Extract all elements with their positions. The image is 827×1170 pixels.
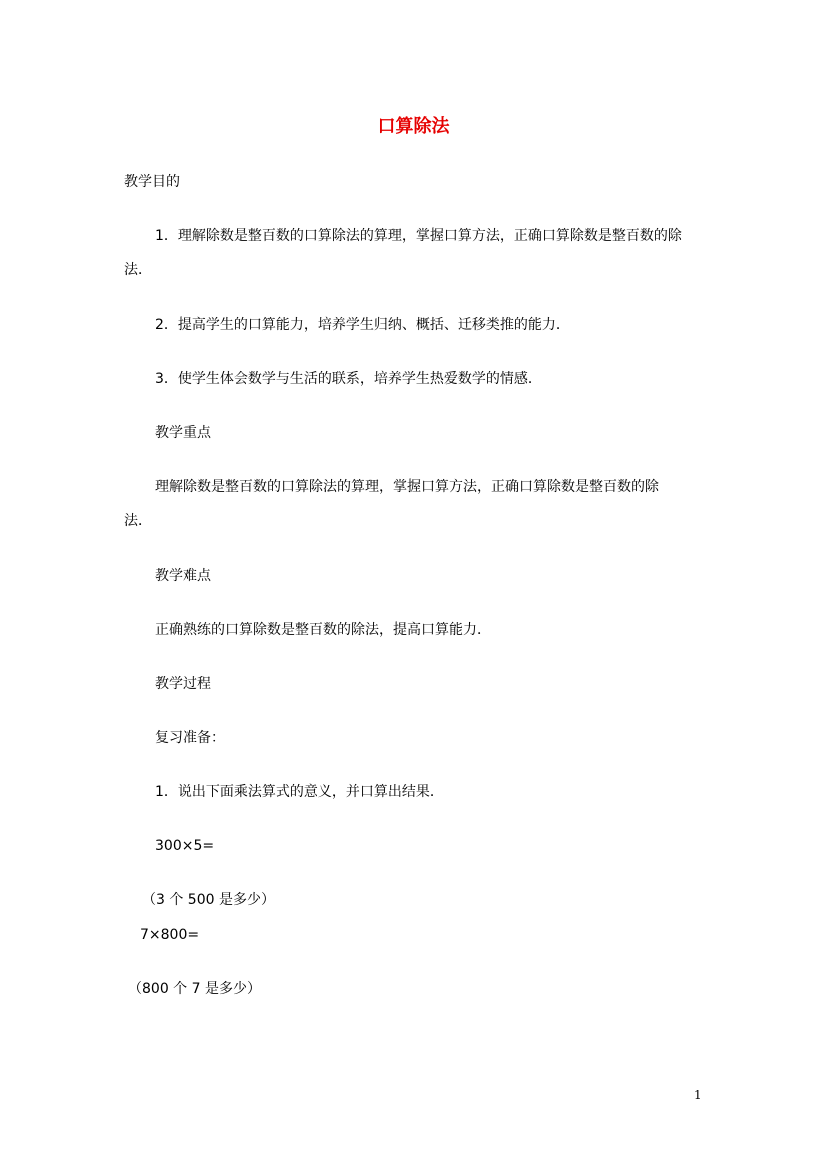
page-number: 1 xyxy=(694,1088,702,1102)
section-heading-difficulties: 教学难点 xyxy=(155,568,211,584)
section-heading-key-points: 教学重点 xyxy=(155,425,211,441)
document-title: 口算除法 xyxy=(377,116,450,137)
objective-2: 2．提高学生的口算能力，培养学生归纳、概括、迁移类推的能力． xyxy=(155,317,570,333)
section-heading-process: 教学过程 xyxy=(155,676,211,692)
expression-2-note: （800 个 7 是多少） xyxy=(128,981,261,997)
expression-1: 300×5= xyxy=(155,838,215,854)
section-heading-objectives: 教学目的 xyxy=(124,174,180,190)
difficulties-text: 正确熟练的口算除数是整百数的除法，提高口算能力． xyxy=(155,622,491,638)
key-points-line-1: 理解除数是整百数的口算除法的算理，掌握口算方法，正确口算除数是整百数的除 xyxy=(155,479,659,495)
expression-1-note: （3 个 500 是多少） xyxy=(142,892,275,908)
objective-1-line-2: 法． xyxy=(124,262,152,278)
review-item-1: 1．说出下面乘法算式的意义，并口算出结果． xyxy=(155,784,444,800)
review-heading: 复习准备： xyxy=(155,730,225,746)
objective-3: 3．使学生体会数学与生活的联系，培养学生热爱数学的情感． xyxy=(155,371,542,387)
key-points-line-2: 法． xyxy=(124,513,152,529)
objective-1-line-1: 1．理解除数是整百数的口算除法的算理，掌握口算方法，正确口算除数是整百数的除 xyxy=(155,228,682,244)
expression-2: 7×800= xyxy=(140,927,200,943)
